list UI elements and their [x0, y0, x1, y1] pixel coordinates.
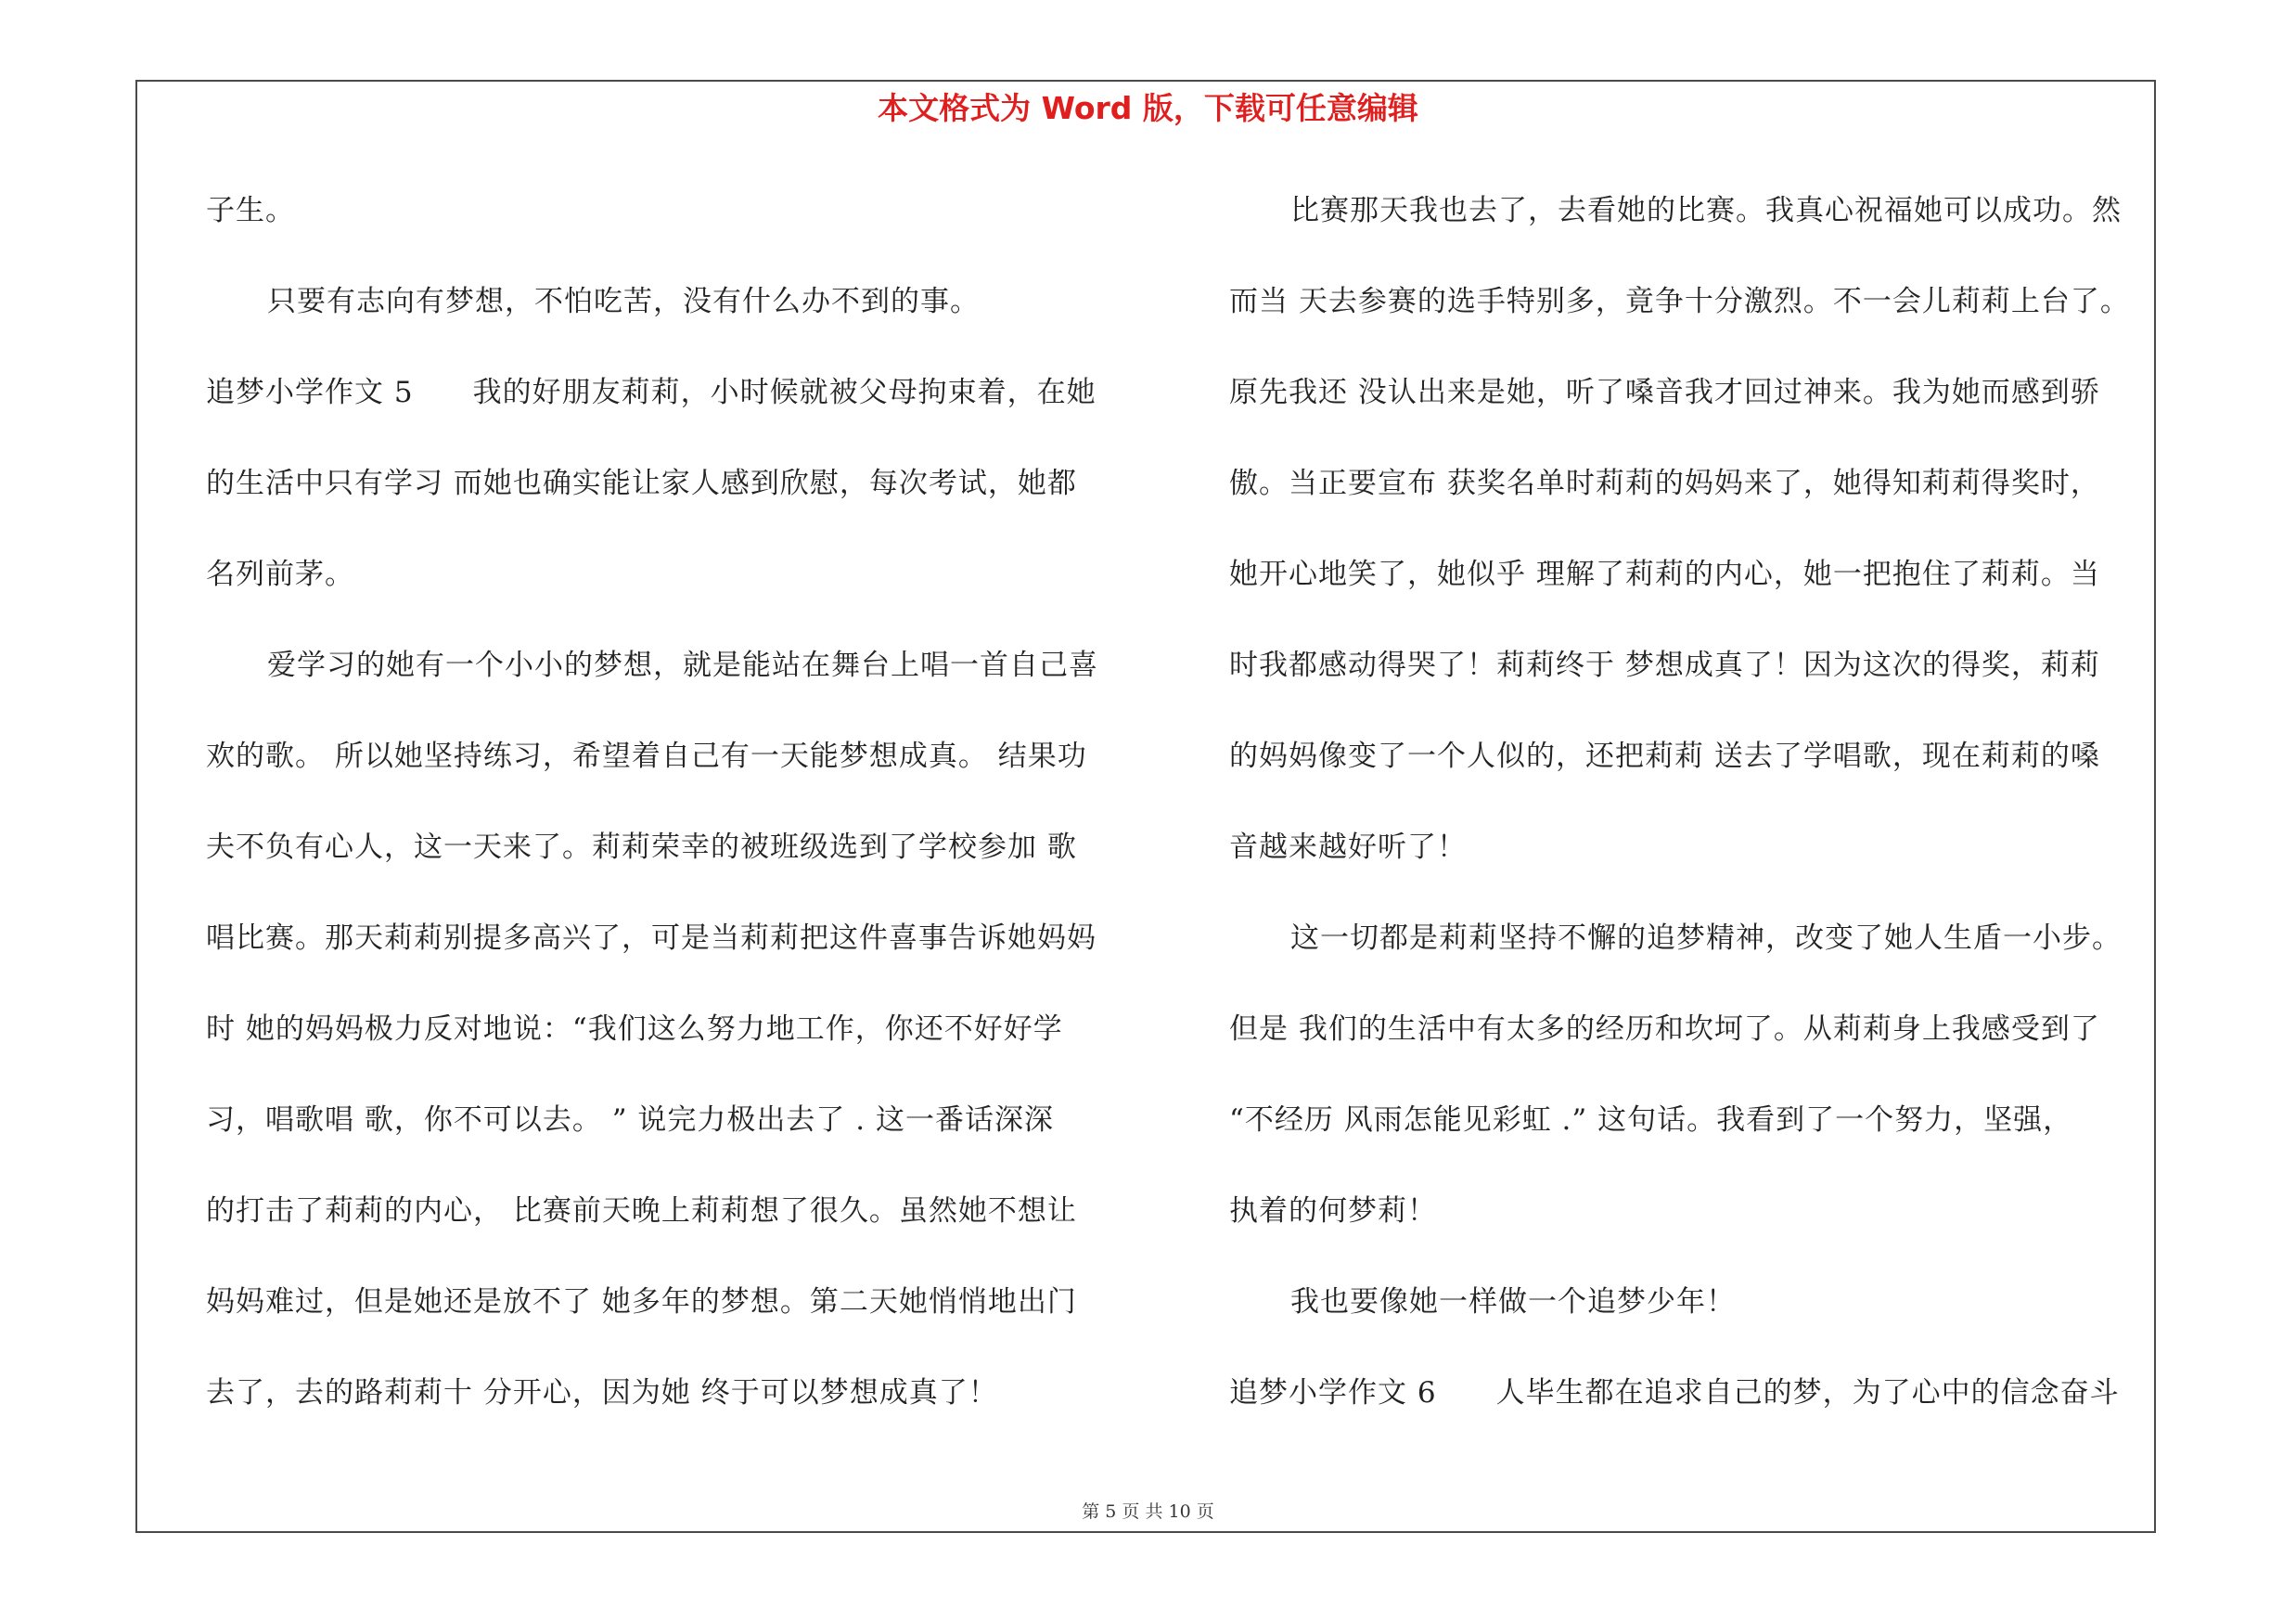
- right-column: [1229, 181, 2148, 1454]
- text-line: 唱比赛。那天莉莉别提多高兴了，可是当莉莉把这件喜事告诉她妈妈: [206, 921, 1097, 955]
- text-line: 而当 天去参赛的选手特别多，竟争十分激烈。不一会儿莉莉上台了。: [1229, 285, 2130, 318]
- left-column: [206, 181, 1124, 1454]
- text-line: 的打击了莉莉的内心， 比赛前天晚上莉莉想了很久。虽然她不想让: [206, 1194, 1077, 1228]
- text-line: 时 她的妈妈极力反对地说：“我们这么努力地工作，你还不好好学: [206, 1012, 1063, 1046]
- text-line: 傲。当正要宣布 获奖名单时莉莉的妈妈来了，她得知莉莉得奖时，: [1229, 467, 2100, 500]
- text-line: 执着的何梦莉！: [1229, 1194, 1437, 1228]
- text-line: 名列前茅。: [206, 558, 354, 591]
- page-number-footer: 第 5 页 共 10 页: [1082, 1501, 1214, 1522]
- text-line: 原先我还 没认出来是她，听了嗓音我才回过神来。我为她而感到骄: [1229, 376, 2100, 409]
- text-line: 只要有志向有梦想，不怕吃苦，没有什么办不到的事。: [267, 285, 980, 318]
- format-banner: 本文格式为 Word 版，下载可任意编辑: [878, 90, 1418, 126]
- text-line: 音越来越好听了！: [1229, 831, 1467, 864]
- text-line: 子生。: [206, 194, 295, 227]
- text-line: 她开心地笑了，她似乎 理解了莉莉的内心，她一把抱住了莉莉。当: [1229, 558, 2100, 591]
- text-line: 追梦小学作文 6 人毕生都在追求自己的梦，为了心中的信念奋斗: [1229, 1376, 2120, 1410]
- text-line: 妈妈难过，但是她还是放不了 她多年的梦想。第二天她悄悄地出门: [206, 1285, 1077, 1319]
- text-line: 这一切都是莉莉坚持不懈的追梦精神，改变了她人生盾一小步。: [1290, 921, 2122, 955]
- text-line: 追梦小学作文 5 我的好朋友莉莉，小时候就被父母拘束着，在她: [206, 376, 1097, 409]
- text-line: 欢的歌。 所以她坚持练习，希望着自己有一天能梦想成真。 结果功: [206, 740, 1087, 773]
- text-line: 去了，去的路莉莉十 分开心，因为她 终于可以梦想成真了！: [206, 1376, 998, 1410]
- text-line: 比赛那天我也去了，去看她的比赛。我真心祝福她可以成功。然: [1290, 194, 2122, 227]
- text-line: “不经历 风雨怎能见彩虹 .” 这句话。我看到了一个努力，坚强，: [1229, 1103, 2073, 1137]
- text-line: 时我都感动得哭了！莉莉终于 梦想成真了！因为这次的得奖，莉莉: [1229, 649, 2100, 682]
- text-line: 我也要像她一样做一个追梦少年！: [1290, 1285, 1736, 1319]
- text-line: 的妈妈像变了一个人似的，还把莉莉 送去了学唱歌，现在莉莉的嗓: [1229, 740, 2100, 773]
- text-line: 的生活中只有学习 而她也确实能让家人感到欣慰，每次考试，她都: [206, 467, 1077, 500]
- text-line: 习，唱歌唱 歌，你不可以去。 ” 说完力极出去了 . 这一番话深深: [206, 1103, 1054, 1137]
- text-line: 但是 我们的生活中有太多的经历和坎坷了。从莉莉身上我感受到了: [1229, 1012, 2100, 1046]
- text-line: 夫不负有心人，这一天来了。莉莉荣幸的被班级选到了学校参加 歌: [206, 831, 1077, 864]
- text-line: 爱学习的她有一个小小的梦想，就是能站在舞台上唱一首自己喜: [267, 649, 1098, 682]
